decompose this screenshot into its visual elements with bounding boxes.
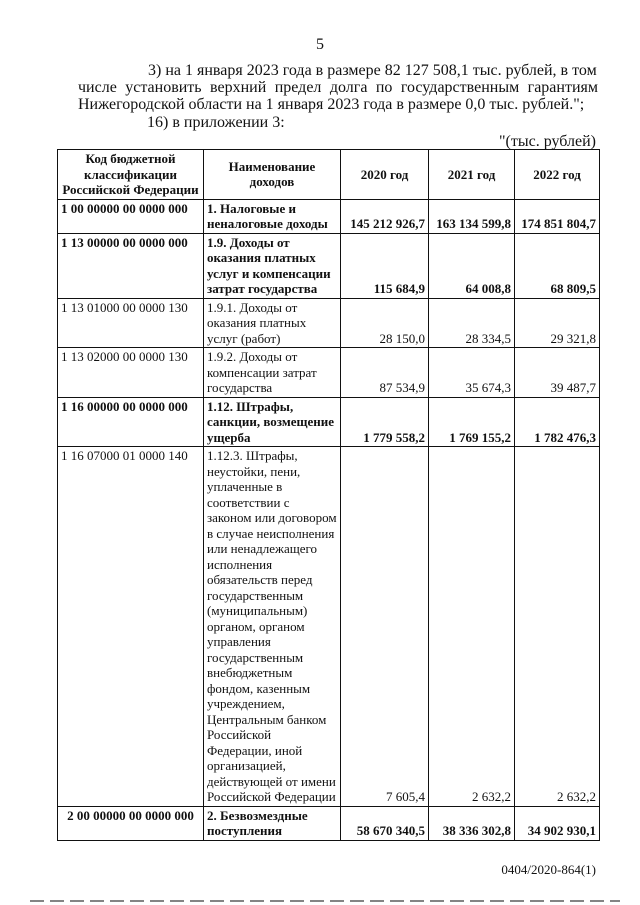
row-2021: 38 336 302,8 bbox=[429, 806, 515, 840]
row-2021: 1 769 155,2 bbox=[429, 397, 515, 447]
document-code: 0404/2020-864(1) bbox=[501, 862, 596, 877]
row-name: 1.9.1. Доходы от оказания платных услуг (работ) bbox=[204, 298, 341, 348]
paragraph-line-1: 3) на 1 января 2023 года в размере 82 127 508,1 тыс. рублей, в том bbox=[148, 62, 597, 79]
header-name: Наименование доходов bbox=[204, 150, 341, 200]
revenue-table bbox=[57, 149, 600, 841]
row-2022: 2 632,2 bbox=[515, 447, 600, 807]
table-row bbox=[58, 348, 600, 398]
table-row bbox=[58, 806, 600, 840]
paragraph-debt-limit bbox=[78, 62, 598, 113]
row-code: 1 00 00000 00 0000 000 bbox=[58, 199, 204, 233]
row-code: 2 00 00000 00 0000 000 bbox=[58, 806, 204, 840]
row-2022: 174 851 804,7 bbox=[515, 199, 600, 233]
row-name: 1.9. Доходы от оказания платных услуг и компенсации затрат государства bbox=[204, 233, 341, 298]
header-2021: 2021 год bbox=[429, 150, 515, 200]
row-2021: 28 334,5 bbox=[429, 298, 515, 348]
row-2020: 145 212 926,7 bbox=[341, 199, 429, 233]
table-row bbox=[58, 233, 600, 298]
row-2022: 34 902 930,1 bbox=[515, 806, 600, 840]
row-2020: 7 605,4 bbox=[341, 447, 429, 807]
row-code: 1 13 00000 00 0000 000 bbox=[58, 233, 204, 298]
row-2022: 29 321,8 bbox=[515, 298, 600, 348]
table-header-row bbox=[58, 150, 600, 200]
row-code: 1 16 07000 01 0000 140 bbox=[58, 447, 204, 807]
scan-edge-divider bbox=[30, 900, 620, 902]
row-name: 1.12.3. Штрафы, неустойки, пени, уплаченные в соответствии с законом или договором в случае неисполнения или ненадлежащего исполнения обязательств перед государственным (муниципальным) органом, органом управления государственным внебюджетным фондом, казенным учреждением, Центральным банком Российской Федерации, иной организацией, действующей от имени Российской Федерации bbox=[204, 447, 341, 807]
row-2021: 64 008,8 bbox=[429, 233, 515, 298]
row-2020: 1 779 558,2 bbox=[341, 397, 429, 447]
row-name: 1. Налоговые и неналоговые доходы bbox=[204, 199, 341, 233]
header-2022: 2022 год bbox=[515, 150, 600, 200]
row-code: 1 13 01000 00 0000 130 bbox=[58, 298, 204, 348]
row-2021: 2 632,2 bbox=[429, 447, 515, 807]
row-2021: 35 674,3 bbox=[429, 348, 515, 398]
row-2020: 58 670 340,5 bbox=[341, 806, 429, 840]
row-code: 1 16 00000 00 0000 000 bbox=[58, 397, 204, 447]
row-2022: 39 487,7 bbox=[515, 348, 600, 398]
table-row bbox=[58, 298, 600, 348]
units-label: "(тыс. рублей) bbox=[499, 133, 596, 150]
row-2020: 87 534,9 bbox=[341, 348, 429, 398]
paragraph-rest: числе установить верхний предел долга по государственным гарантиям Нижегородской области на 1 января 2023 года в размере 0,0 тыс. рублей."; bbox=[78, 79, 598, 113]
header-code: Код бюджетной классификации Российской Федерации bbox=[58, 150, 204, 200]
table-row bbox=[58, 199, 600, 233]
page-number: 5 bbox=[316, 36, 324, 53]
row-name: 1.12. Штрафы, санкции, возмещение ущерба bbox=[204, 397, 341, 447]
row-code: 1 13 02000 00 0000 130 bbox=[58, 348, 204, 398]
row-2020: 115 684,9 bbox=[341, 233, 429, 298]
row-2020: 28 150,0 bbox=[341, 298, 429, 348]
table-row bbox=[58, 447, 600, 807]
header-2020: 2020 год bbox=[341, 150, 429, 200]
paragraph-appendix-3: 16) в приложении 3: bbox=[147, 114, 285, 131]
row-name: 2. Безвозмездные поступления bbox=[204, 806, 341, 840]
row-2022: 1 782 476,3 bbox=[515, 397, 600, 447]
row-2021: 163 134 599,8 bbox=[429, 199, 515, 233]
table-row bbox=[58, 397, 600, 447]
row-name: 1.9.2. Доходы от компенсации затрат государства bbox=[204, 348, 341, 398]
row-2022: 68 809,5 bbox=[515, 233, 600, 298]
